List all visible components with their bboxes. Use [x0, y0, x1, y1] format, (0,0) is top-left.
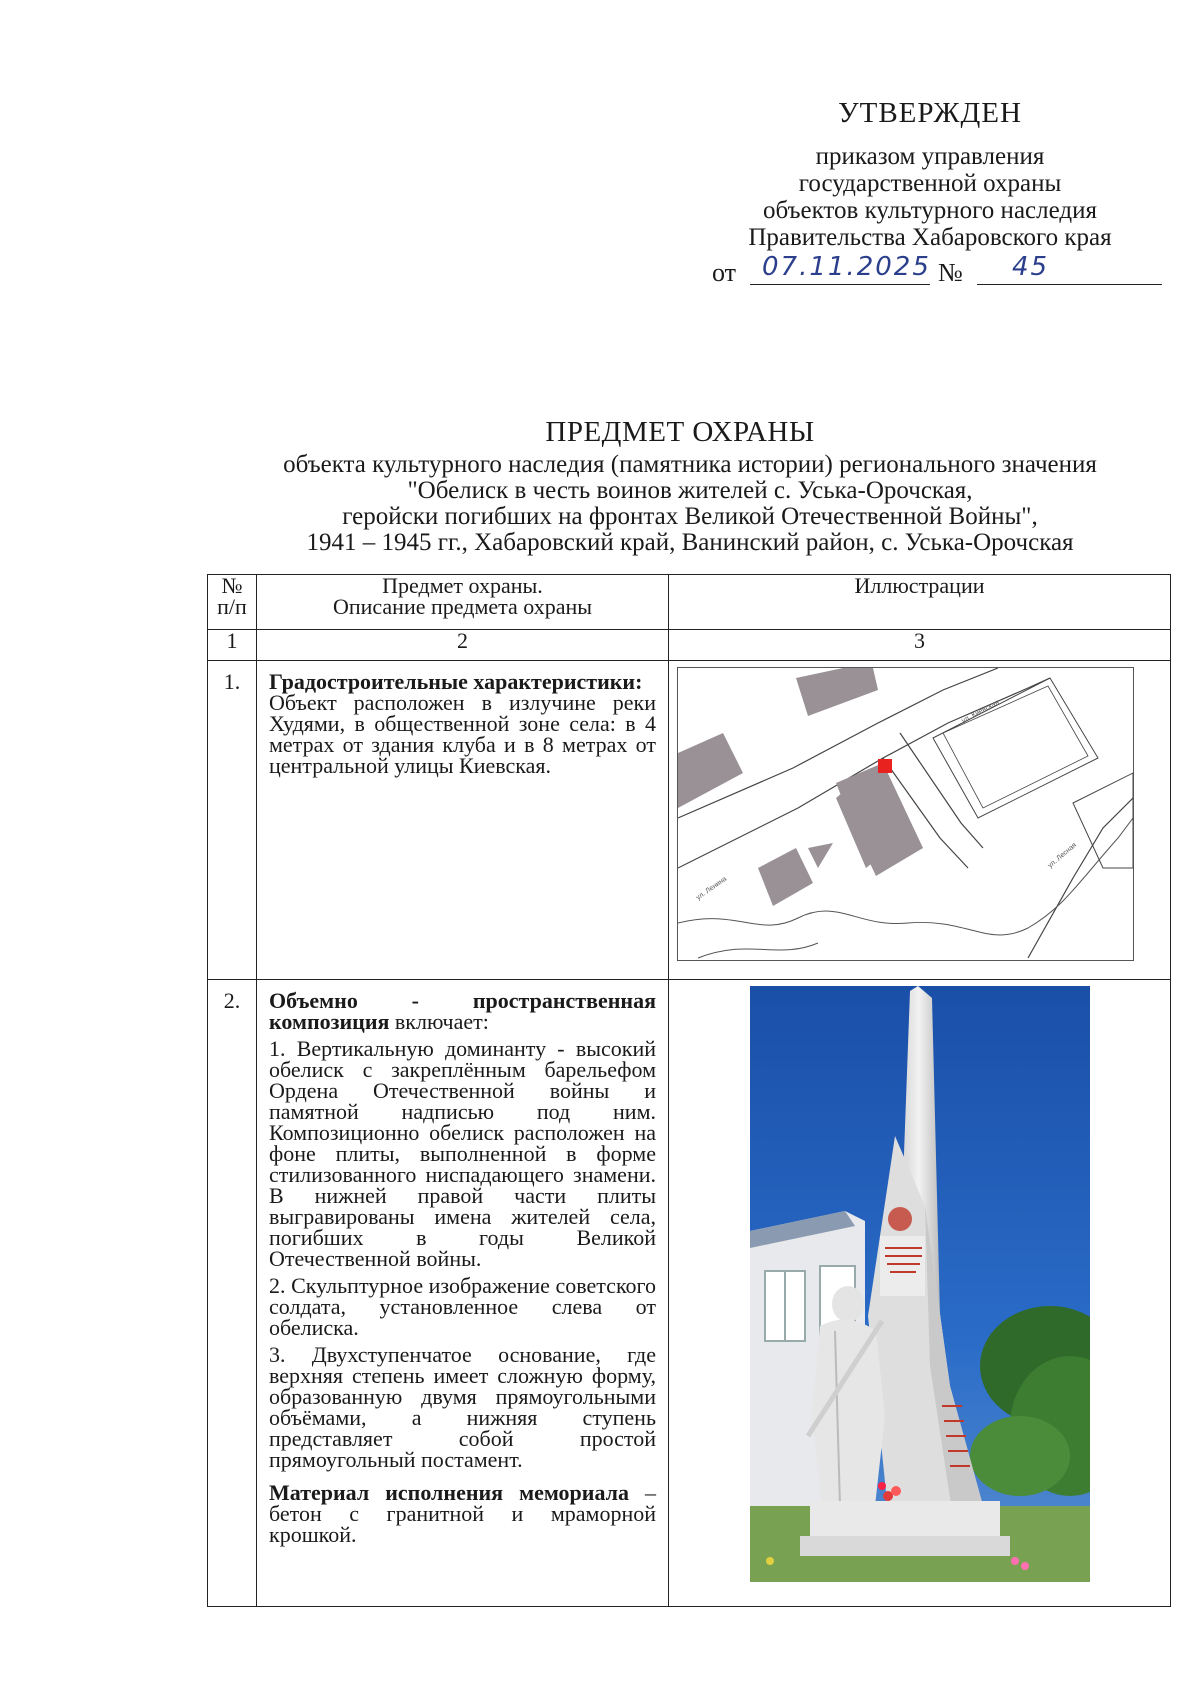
row-heading-suffix: включает:: [389, 1009, 489, 1034]
row-heading: Объемно - пространственная композиция: [269, 988, 656, 1034]
row-number: 1.: [208, 661, 257, 980]
header-number-line2: п/п: [217, 594, 247, 619]
composition-item-3: 3. Двухступенчатое основание, где верхняя степень имеет сложную форму, образованную двумя прямоугольными объёмами, а нижняя ступень представляет собой простой прямоугольный постамент.: [269, 1342, 656, 1472]
header-description-line1: Предмет охраны.: [382, 573, 543, 598]
subtitle-line-4: 1941 – 1945 гг., Хабаровский край, Ванинский район, с. Уська-Орочская: [306, 529, 1074, 556]
subtitle-line-1: объекта культурного наследия (памятника истории) регионального значения: [283, 451, 1097, 478]
column-number-3: 3: [669, 630, 1171, 661]
approval-line-4: Правительства Хабаровского края: [748, 224, 1112, 251]
column-number-1: 1: [208, 630, 257, 661]
document-title: ПРЕДМЕТ ОХРАНЫ: [545, 416, 815, 448]
number-label: №: [938, 258, 963, 287]
header-illustrations: Иллюстрации: [669, 575, 1171, 630]
site-map-svg: [678, 668, 1133, 960]
site-map: [677, 667, 1134, 961]
row-number: 2.: [208, 980, 257, 1607]
header-number: [208, 575, 257, 630]
date-handwritten: 07.11.2025: [762, 252, 931, 282]
table-row: [208, 980, 1171, 1607]
column-number-2: 2: [257, 630, 669, 661]
row-illustration: [669, 661, 1171, 980]
header-description: [257, 575, 669, 630]
number-handwritten: 45: [1012, 252, 1050, 282]
approval-line-1: приказом управления: [815, 143, 1045, 170]
row-description: [257, 980, 669, 1607]
row-heading: Градостроительные характеристики:: [269, 669, 643, 694]
table-row: [208, 661, 1171, 980]
composition-item-2: 2. Скульптурное изображение советского солдата, установленное слева от обелиска.: [269, 1273, 656, 1340]
map-street-label-1: ул. Киевская: [960, 699, 1001, 725]
map-street-label-2: ул. Ленина: [695, 875, 729, 902]
material-text: – бетон с гранитной и мраморной крошкой.: [269, 1480, 656, 1547]
table-header-row: [208, 575, 1171, 630]
row-illustration: [669, 980, 1171, 1607]
material-heading: Материал исполнения мемориала: [269, 1480, 629, 1505]
monument-marker: [878, 759, 892, 773]
composition-item-1: 1. Вертикальную доминанту - высокий обелиск с закреплённым барельефом Ордена Отечественной войны и памятной надписью под ним. Композиционно обелиск расположен на фоне плиты, выполненной в форме стилизованного ниспадающего знамени. В нижней правой части плиты выгравированы имена жителей села, погибших в годы Великой Отечественной войны.: [269, 1036, 656, 1271]
approval-block: [690, 97, 1170, 251]
row-text: Объект расположен в излучине реки Худями, в общественной зоне села: в 4 метрах от здания клуба и в 8 метрах от центральной улицы Киевская.: [269, 690, 656, 778]
monument-photo: [750, 986, 1090, 1582]
number-blank: [977, 256, 1162, 285]
approval-line-3: объектов культурного наследия: [763, 197, 1097, 224]
header-description-line2: Описание предмета охраны: [332, 594, 593, 619]
subtitle-line-2: "Обелиск в честь воинов жителей с. Уська-Орочская,: [407, 477, 973, 504]
column-number-row: [208, 630, 1171, 661]
monument-photo-svg: [750, 986, 1090, 1582]
subtitle-line-3: геройски погибших на фронтах Великой Отечественной Войны",: [342, 503, 1038, 530]
date-label: от: [712, 258, 737, 287]
approval-heading: УТВЕРЖДЕН: [838, 97, 1022, 129]
order-date-line: [712, 252, 1162, 292]
row-description: [257, 661, 669, 980]
header-number-line1: №: [221, 573, 243, 598]
protection-table: [207, 574, 1171, 1607]
document-subtitle: [210, 452, 1170, 556]
approval-line-2: государственной охраны: [798, 170, 1062, 197]
map-street-label-3: ул. Лесная: [1046, 841, 1078, 870]
